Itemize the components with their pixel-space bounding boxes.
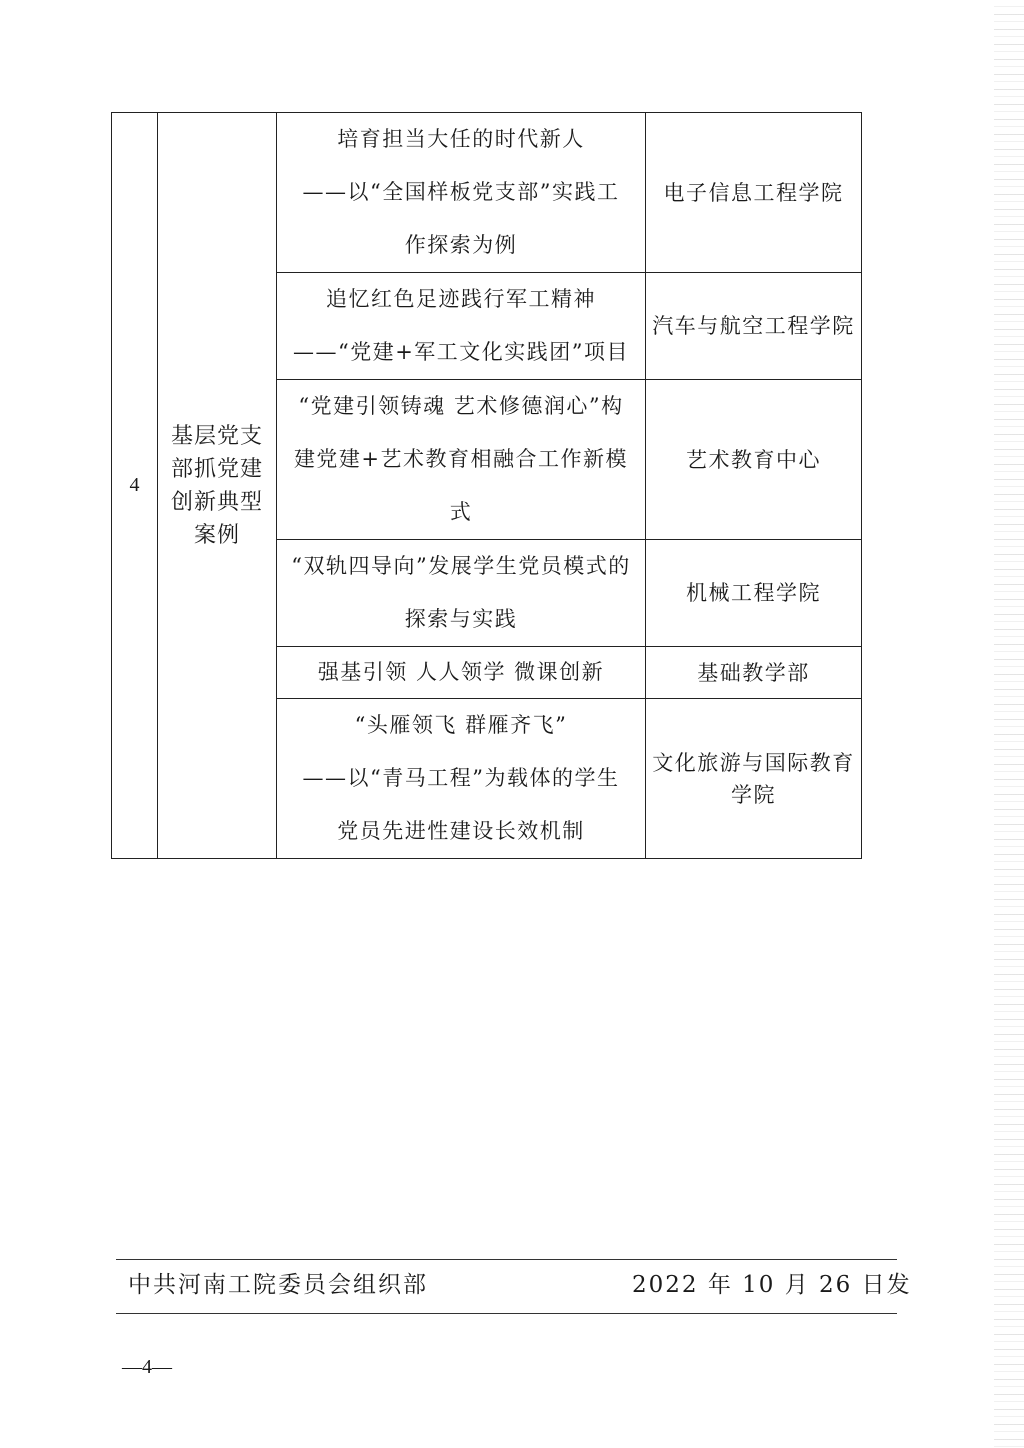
page-number: —4— bbox=[122, 1356, 172, 1378]
case-title-line: ——“党建+军工文化实践团”项目 bbox=[292, 340, 630, 364]
case-title-cell bbox=[277, 699, 646, 859]
category-label: 基层党支部抓党建创新典型案例 bbox=[170, 423, 263, 548]
unit-name: 文化旅游与国际教育学院 bbox=[652, 750, 855, 807]
case-title-cell bbox=[277, 273, 646, 380]
case-title-line: 探索与实践 bbox=[404, 607, 518, 631]
unit-name: 机械工程学院 bbox=[686, 581, 821, 605]
case-title-line: “双轨四导向”发展学生党员模式的 bbox=[291, 554, 631, 578]
footer-date: 2022 年 10 月 26 日发 bbox=[632, 1272, 912, 1298]
unit-cell bbox=[646, 273, 862, 380]
unit-cell bbox=[646, 380, 862, 540]
case-title-line: 追忆红色足迹践行军工精神 bbox=[326, 287, 596, 311]
row-number-cell bbox=[112, 113, 158, 859]
case-title-line: ——以“全国样板党支部”实践工 bbox=[302, 180, 620, 204]
footer-issuer: 中共河南工院委员会组织部 bbox=[128, 1272, 428, 1298]
case-title-line: 作探索为例 bbox=[404, 233, 518, 257]
footer-bottom-rule bbox=[116, 1313, 897, 1314]
case-title-line: “党建引领铸魂 艺术修德润心”构 bbox=[298, 394, 624, 418]
scan-edge-artifact bbox=[994, 0, 1024, 1448]
footer-top-rule bbox=[116, 1259, 897, 1260]
case-title-cell bbox=[277, 647, 646, 699]
unit-name: 汽车与航空工程学院 bbox=[652, 314, 855, 338]
case-title-line: “头雁领飞 群雁齐飞” bbox=[354, 713, 568, 737]
unit-name: 电子信息工程学院 bbox=[663, 180, 844, 205]
unit-cell bbox=[646, 113, 862, 273]
case-title-line: 式 bbox=[449, 500, 473, 524]
unit-cell bbox=[646, 647, 862, 699]
table-row bbox=[112, 113, 862, 273]
unit-cell bbox=[646, 699, 862, 859]
case-title-line: 培育担当大任的时代新人 bbox=[337, 127, 585, 151]
unit-name: 基础教学部 bbox=[697, 660, 810, 685]
unit-name: 艺术教育中心 bbox=[686, 447, 821, 472]
unit-cell bbox=[646, 540, 862, 647]
case-title-cell bbox=[277, 113, 646, 273]
case-title-line: 强基引领 人人领学 微课创新 bbox=[317, 660, 605, 684]
case-title-line: ——以“青马工程”为载体的学生 bbox=[302, 766, 620, 790]
case-title-line: 建党建+艺术教育相融合工作新模 bbox=[293, 447, 629, 471]
row-number: 4 bbox=[129, 474, 140, 496]
case-title-line: 党员先进性建设长效机制 bbox=[337, 819, 585, 843]
case-title-cell bbox=[277, 380, 646, 540]
category-cell bbox=[158, 113, 277, 859]
case-title-cell bbox=[277, 540, 646, 647]
cases-table bbox=[111, 112, 862, 859]
